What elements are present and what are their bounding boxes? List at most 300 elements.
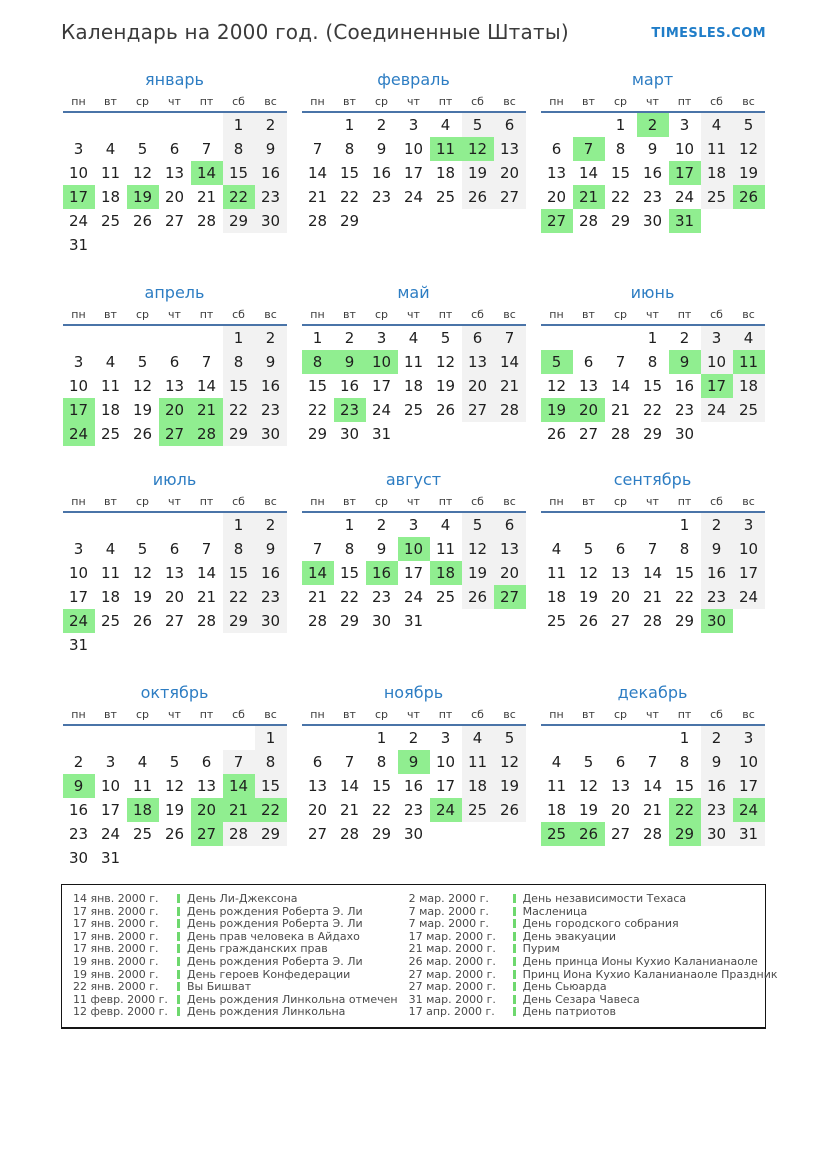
- day-cell: 24: [68, 212, 89, 230]
- weekend-day-cell: 18: [701, 161, 733, 185]
- day-cell: 29: [371, 825, 392, 843]
- weekend-day-cell: 7: [223, 750, 255, 774]
- empty-day-cell: [541, 326, 573, 350]
- weekend-day-cell: 1: [223, 326, 255, 350]
- day-cell: 5: [137, 540, 148, 558]
- weekday-label: ср: [613, 308, 628, 321]
- day-cell: 19: [132, 401, 153, 419]
- legend-column-left: [62, 892, 398, 1018]
- empty-day-cell: [494, 209, 526, 233]
- holiday-day-cell: 19: [541, 398, 573, 422]
- weekday-label: ср: [135, 95, 150, 108]
- weekend-day-cell: 23: [255, 185, 287, 209]
- weekday-header-row: [63, 308, 287, 326]
- weekend-day-cell: 2: [255, 513, 287, 537]
- holiday-day-cell: 25: [541, 822, 573, 846]
- brand-link[interactable]: TIMESLES.COM: [651, 26, 766, 41]
- holiday-marker-icon: [177, 932, 180, 941]
- month-days-grid: [63, 326, 287, 446]
- weekend-day-cell: 16: [701, 561, 733, 585]
- weekend-day-cell: 29: [223, 609, 255, 633]
- weekday-label: сб: [471, 708, 484, 721]
- weekend-day-cell: 13: [494, 137, 526, 161]
- day-cell: 22: [339, 188, 360, 206]
- holiday-name: День эвакуации: [522, 929, 617, 943]
- weekday-label: чт: [646, 495, 659, 508]
- day-cell: 6: [169, 540, 180, 558]
- weekend-day-cell: 14: [494, 350, 526, 374]
- day-cell: 17: [435, 777, 456, 795]
- weekday-label: пт: [199, 708, 214, 721]
- day-cell: 5: [169, 753, 180, 771]
- empty-day-cell: [398, 422, 430, 446]
- weekday-label: чт: [407, 95, 420, 108]
- day-cell: 20: [610, 801, 631, 819]
- day-cell: 28: [196, 612, 217, 630]
- day-cell: 4: [105, 540, 116, 558]
- day-cell: 9: [647, 140, 658, 158]
- weekday-label: пт: [438, 308, 453, 321]
- empty-day-cell: [573, 113, 605, 137]
- weekday-label: вс: [264, 708, 277, 721]
- weekday-label: сб: [471, 95, 484, 108]
- holiday-name: День рождения Роберта Э. Ли: [187, 917, 363, 931]
- weekday-label: пн: [549, 308, 564, 321]
- day-cell: 10: [68, 164, 89, 182]
- month-days-grid: [63, 513, 287, 657]
- empty-day-cell: [637, 726, 669, 750]
- holiday-name: День героев Конфедерации: [187, 967, 351, 981]
- holiday-day-cell: 19: [127, 185, 159, 209]
- day-cell: 7: [344, 753, 355, 771]
- day-cell: 7: [647, 540, 658, 558]
- weekend-day-cell: 24: [733, 585, 765, 609]
- empty-day-cell: [127, 846, 159, 870]
- empty-day-cell: [159, 726, 191, 750]
- weekday-label: сб: [710, 308, 723, 321]
- day-cell: 30: [642, 212, 663, 230]
- weekend-day-cell: 20: [494, 161, 526, 185]
- weekend-day-cell: 4: [733, 326, 765, 350]
- holiday-date: 7 мар. 2000 г.: [408, 917, 489, 931]
- day-cell: 2: [408, 729, 419, 747]
- month-title: декабрь: [617, 683, 688, 702]
- empty-day-cell: [159, 233, 191, 257]
- day-cell: 8: [679, 753, 690, 771]
- empty-day-cell: [159, 633, 191, 657]
- day-cell: 11: [132, 777, 153, 795]
- weekday-label: сб: [232, 308, 245, 321]
- holiday-day-cell: 9: [398, 750, 430, 774]
- weekday-label: вт: [582, 495, 595, 508]
- holiday-marker-icon: [513, 894, 516, 903]
- day-cell: 24: [403, 588, 424, 606]
- day-cell: 18: [403, 377, 424, 395]
- day-cell: 12: [164, 777, 185, 795]
- day-cell: 30: [339, 425, 360, 443]
- day-cell: 10: [674, 140, 695, 158]
- day-cell: 19: [164, 801, 185, 819]
- day-cell: 1: [615, 116, 626, 134]
- holiday-day-cell: 28: [191, 422, 223, 446]
- holiday-day-cell: 10: [398, 537, 430, 561]
- day-cell: 1: [344, 116, 355, 134]
- weekday-label: вс: [264, 95, 277, 108]
- day-cell: 25: [403, 401, 424, 419]
- weekend-day-cell: 9: [701, 537, 733, 561]
- empty-day-cell: [494, 822, 526, 846]
- day-cell: 26: [578, 612, 599, 630]
- day-cell: 3: [408, 116, 419, 134]
- day-cell: 29: [307, 425, 328, 443]
- holiday-day-cell: 20: [573, 398, 605, 422]
- empty-day-cell: [223, 726, 255, 750]
- holiday-marker-icon: [513, 970, 516, 979]
- day-cell: 3: [440, 729, 451, 747]
- empty-day-cell: [191, 113, 223, 137]
- day-cell: 21: [339, 801, 360, 819]
- holiday-date: 17 янв. 2000 г.: [73, 904, 159, 918]
- weekday-label: вс: [742, 95, 755, 108]
- day-cell: 1: [344, 516, 355, 534]
- holiday-date: 7 мар. 2000 г.: [408, 904, 489, 918]
- holiday-legend-entry: [409, 892, 778, 905]
- empty-day-cell: [494, 422, 526, 446]
- holiday-day-cell: 16: [366, 561, 398, 585]
- day-cell: 16: [371, 164, 392, 182]
- month-calendar: [302, 283, 526, 470]
- empty-day-cell: [573, 513, 605, 537]
- holiday-legend-entry: [73, 993, 398, 1006]
- day-cell: 15: [610, 164, 631, 182]
- month-days-grid: [302, 513, 526, 633]
- day-cell: 25: [435, 588, 456, 606]
- day-cell: 5: [583, 753, 594, 771]
- holiday-day-cell: 27: [191, 822, 223, 846]
- weekday-label: пт: [438, 95, 453, 108]
- holiday-legend-entry: [409, 1005, 778, 1018]
- month-title: сентябрь: [613, 470, 692, 489]
- weekday-label: сб: [232, 95, 245, 108]
- day-cell: 18: [435, 164, 456, 182]
- day-cell: 29: [642, 425, 663, 443]
- empty-day-cell: [462, 209, 494, 233]
- holiday-name: День Ли-Джексона: [187, 892, 298, 905]
- day-cell: 2: [679, 329, 690, 347]
- holiday-date: 17 апр. 2000 г.: [408, 1005, 495, 1019]
- day-cell: 19: [578, 588, 599, 606]
- day-cell: 4: [105, 353, 116, 371]
- empty-day-cell: [95, 513, 127, 537]
- weekday-label: пн: [71, 95, 86, 108]
- empty-day-cell: [573, 326, 605, 350]
- month-calendar: [541, 283, 765, 470]
- weekday-label: пт: [677, 708, 692, 721]
- weekday-label: пн: [310, 495, 325, 508]
- day-cell: 21: [307, 188, 328, 206]
- empty-day-cell: [733, 422, 765, 446]
- day-cell: 13: [164, 164, 185, 182]
- weekend-day-cell: 2: [701, 726, 733, 750]
- weekend-day-cell: 13: [462, 350, 494, 374]
- empty-day-cell: [334, 726, 366, 750]
- holiday-legend-entry: [73, 968, 398, 981]
- weekday-header-row: [541, 95, 765, 113]
- day-cell: 26: [132, 212, 153, 230]
- empty-day-cell: [302, 513, 334, 537]
- day-cell: 21: [642, 801, 663, 819]
- holiday-legend-entry: [409, 955, 778, 968]
- day-cell: 20: [164, 188, 185, 206]
- weekend-day-cell: 26: [462, 585, 494, 609]
- weekend-day-cell: 5: [462, 513, 494, 537]
- page-title: Календарь на 2000 год. (Соединенные Штаты): [61, 20, 569, 44]
- empty-day-cell: [733, 609, 765, 633]
- holiday-marker-icon: [513, 995, 516, 1004]
- weekday-label: вс: [503, 95, 516, 108]
- weekday-label: пн: [71, 495, 86, 508]
- day-cell: 14: [307, 164, 328, 182]
- day-cell: 27: [307, 825, 328, 843]
- empty-day-cell: [494, 609, 526, 633]
- day-cell: 2: [376, 516, 387, 534]
- weekend-day-cell: 5: [462, 113, 494, 137]
- empty-day-cell: [701, 422, 733, 446]
- day-cell: 18: [100, 188, 121, 206]
- weekend-day-cell: 8: [223, 137, 255, 161]
- day-cell: 12: [132, 164, 153, 182]
- holiday-name: Пурим: [522, 942, 560, 956]
- empty-day-cell: [398, 209, 430, 233]
- day-cell: 2: [376, 116, 387, 134]
- weekend-day-cell: 18: [462, 774, 494, 798]
- holiday-legend-entry: [409, 930, 778, 943]
- day-cell: 21: [196, 188, 217, 206]
- weekday-label: вс: [742, 495, 755, 508]
- empty-day-cell: [63, 726, 95, 750]
- day-cell: 6: [201, 753, 212, 771]
- day-cell: 18: [100, 401, 121, 419]
- day-cell: 3: [73, 353, 84, 371]
- weekday-label: чт: [168, 708, 181, 721]
- weekday-label: ср: [135, 308, 150, 321]
- month-title: март: [631, 70, 674, 89]
- weekend-day-cell: 29: [223, 209, 255, 233]
- weekday-label: чт: [407, 708, 420, 721]
- holiday-day-cell: 31: [669, 209, 701, 233]
- day-cell: 26: [132, 612, 153, 630]
- holiday-legend-entry: [409, 980, 778, 993]
- month-days-grid: [302, 326, 526, 446]
- weekend-day-cell: 8: [223, 537, 255, 561]
- legend-column-right: [398, 892, 778, 1018]
- weekday-header-row: [302, 95, 526, 113]
- day-cell: 15: [674, 564, 695, 582]
- day-cell: 2: [73, 753, 84, 771]
- weekday-label: пт: [199, 308, 214, 321]
- weekend-day-cell: 3: [733, 513, 765, 537]
- weekday-label: вт: [582, 308, 595, 321]
- holiday-day-cell: 14: [223, 774, 255, 798]
- day-cell: 28: [196, 212, 217, 230]
- month-days-grid: [302, 726, 526, 846]
- holiday-day-cell: 2: [637, 113, 669, 137]
- holiday-day-cell: 17: [63, 185, 95, 209]
- day-cell: 23: [68, 825, 89, 843]
- holiday-name: День принца Ионы Кухио Каланианаоле: [522, 954, 758, 968]
- day-cell: 21: [196, 588, 217, 606]
- day-cell: 28: [339, 825, 360, 843]
- weekend-day-cell: 1: [223, 513, 255, 537]
- weekend-day-cell: 16: [255, 161, 287, 185]
- day-cell: 25: [100, 612, 121, 630]
- day-cell: 7: [615, 353, 626, 371]
- day-cell: 23: [371, 188, 392, 206]
- empty-day-cell: [430, 822, 462, 846]
- day-cell: 31: [403, 612, 424, 630]
- holiday-day-cell: 17: [669, 161, 701, 185]
- month-calendar: [541, 683, 765, 870]
- holiday-legend-entry: [73, 930, 398, 943]
- day-cell: 3: [408, 516, 419, 534]
- day-cell: 14: [339, 777, 360, 795]
- day-cell: 14: [578, 164, 599, 182]
- weekday-label: вс: [742, 308, 755, 321]
- weekend-day-cell: 22: [223, 585, 255, 609]
- day-cell: 6: [583, 353, 594, 371]
- day-cell: 26: [132, 425, 153, 443]
- weekday-label: ср: [374, 495, 389, 508]
- day-cell: 17: [100, 801, 121, 819]
- empty-day-cell: [430, 422, 462, 446]
- weekday-label: ср: [135, 495, 150, 508]
- holiday-name: День независимости Техаса: [522, 892, 687, 905]
- month-calendar: [302, 470, 526, 683]
- empty-day-cell: [127, 633, 159, 657]
- empty-day-cell: [462, 609, 494, 633]
- weekday-label: пт: [199, 495, 214, 508]
- weekend-day-cell: 10: [733, 537, 765, 561]
- weekend-day-cell: 6: [494, 513, 526, 537]
- day-cell: 27: [610, 825, 631, 843]
- holiday-day-cell: 18: [127, 798, 159, 822]
- weekday-label: ср: [374, 308, 389, 321]
- weekend-day-cell: 12: [494, 750, 526, 774]
- day-cell: 15: [642, 377, 663, 395]
- day-cell: 10: [68, 564, 89, 582]
- weekend-day-cell: 23: [255, 398, 287, 422]
- weekday-label: вт: [582, 708, 595, 721]
- weekday-label: пн: [71, 708, 86, 721]
- weekend-day-cell: 17: [733, 774, 765, 798]
- day-cell: 27: [164, 612, 185, 630]
- day-cell: 18: [546, 801, 567, 819]
- empty-day-cell: [95, 233, 127, 257]
- holiday-day-cell: 24: [733, 798, 765, 822]
- weekend-day-cell: 21: [494, 374, 526, 398]
- holiday-day-cell: 29: [669, 822, 701, 846]
- holiday-name: День патриотов: [522, 1005, 616, 1019]
- weekend-day-cell: 30: [701, 822, 733, 846]
- month-title: январь: [145, 70, 204, 89]
- holiday-legend-entry: [409, 917, 778, 930]
- day-cell: 28: [307, 612, 328, 630]
- day-cell: 15: [339, 164, 360, 182]
- empty-day-cell: [223, 233, 255, 257]
- month-title: февраль: [377, 70, 450, 89]
- day-cell: 6: [169, 140, 180, 158]
- day-cell: 8: [376, 753, 387, 771]
- empty-day-cell: [605, 726, 637, 750]
- weekend-day-cell: 26: [494, 798, 526, 822]
- day-cell: 11: [100, 564, 121, 582]
- holiday-day-cell: 10: [366, 350, 398, 374]
- holiday-date: 27 мар. 2000 г.: [408, 967, 496, 981]
- day-cell: 11: [100, 164, 121, 182]
- holiday-day-cell: 9: [334, 350, 366, 374]
- weekend-day-cell: 20: [494, 561, 526, 585]
- weekend-day-cell: 19: [494, 774, 526, 798]
- empty-day-cell: [605, 326, 637, 350]
- empty-day-cell: [573, 726, 605, 750]
- weekday-label: пн: [310, 708, 325, 721]
- empty-day-cell: [127, 113, 159, 137]
- holiday-day-cell: 5: [541, 350, 573, 374]
- holiday-day-cell: 22: [255, 798, 287, 822]
- day-cell: 7: [201, 353, 212, 371]
- holiday-marker-icon: [177, 1007, 180, 1016]
- weekend-day-cell: 15: [255, 774, 287, 798]
- weekday-label: сб: [232, 708, 245, 721]
- holiday-date: 21 мар. 2000 г.: [408, 942, 496, 956]
- day-cell: 4: [105, 140, 116, 158]
- day-cell: 21: [642, 588, 663, 606]
- empty-day-cell: [191, 726, 223, 750]
- day-cell: 23: [674, 401, 695, 419]
- holiday-day-cell: 7: [573, 137, 605, 161]
- weekday-label: сб: [710, 708, 723, 721]
- day-cell: 5: [137, 140, 148, 158]
- month-calendar: [302, 683, 526, 870]
- weekend-day-cell: 15: [223, 561, 255, 585]
- weekday-label: вт: [343, 308, 356, 321]
- day-cell: 3: [679, 116, 690, 134]
- empty-day-cell: [127, 513, 159, 537]
- day-cell: 8: [615, 140, 626, 158]
- weekday-label: пт: [677, 95, 692, 108]
- holiday-legend-entry: [409, 968, 778, 981]
- day-cell: 15: [674, 777, 695, 795]
- month-calendar: [63, 470, 287, 683]
- day-cell: 25: [100, 425, 121, 443]
- weekday-label: чт: [168, 95, 181, 108]
- weekday-label: чт: [407, 495, 420, 508]
- month-days-grid: [302, 113, 526, 233]
- holiday-day-cell: 14: [191, 161, 223, 185]
- day-cell: 3: [73, 540, 84, 558]
- day-cell: 18: [546, 588, 567, 606]
- weekday-header-row: [302, 495, 526, 513]
- weekday-label: чт: [168, 308, 181, 321]
- weekend-day-cell: 15: [223, 374, 255, 398]
- holiday-day-cell: 11: [733, 350, 765, 374]
- weekend-day-cell: 23: [255, 585, 287, 609]
- weekend-day-cell: 27: [494, 185, 526, 209]
- weekend-day-cell: 9: [255, 137, 287, 161]
- weekend-day-cell: 3: [701, 326, 733, 350]
- day-cell: 31: [371, 425, 392, 443]
- day-cell: 3: [105, 753, 116, 771]
